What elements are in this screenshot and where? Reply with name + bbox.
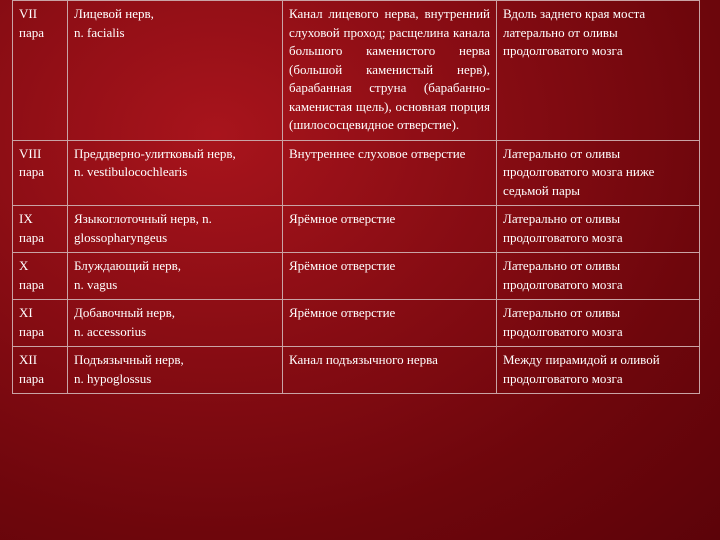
table-row xyxy=(13,1,700,141)
pair-number: X xyxy=(19,258,29,273)
nerve-name: Лицевой нерв, xyxy=(74,6,154,21)
pair-word: пара xyxy=(19,323,44,339)
pair-number-cell xyxy=(13,1,68,141)
pair-number: IX xyxy=(19,211,33,226)
exit-cell: Ярёмное отверстие xyxy=(283,300,497,347)
nerve-latin: n. facialis xyxy=(74,24,125,40)
table-row xyxy=(13,140,700,206)
nerve-name-cell xyxy=(68,253,283,300)
nerve-name-cell xyxy=(68,347,283,394)
pair-number-cell xyxy=(13,140,68,206)
table-row xyxy=(13,253,700,300)
location-cell: Между пирамидой и оливой продолговатого мозга xyxy=(497,347,700,394)
nerve-latin: n. vestibulocochlearis xyxy=(74,164,188,179)
nerve-name-cell xyxy=(68,300,283,347)
nerve-name-cell xyxy=(68,1,283,141)
pair-word: пара xyxy=(19,276,44,292)
pair-number: XII xyxy=(19,352,38,367)
pair-word: пара xyxy=(19,24,44,40)
pair-number-cell xyxy=(13,253,68,300)
location-cell: Вдоль заднего края моста латерально от оливы продолговатого мозга xyxy=(497,1,700,141)
exit-cell: Канал лицевого нерва, внутренний слуховой проход; расщелина канала большого каменистого нерва (большой каменистый нерв), барабанная струна (барабанно-каменистая щель), основная порция (шилососцевидное отверстие). xyxy=(283,1,497,141)
nerve-name: Подъязычный нерв, xyxy=(74,352,184,367)
table-row xyxy=(13,300,700,347)
nerve-name-cell xyxy=(68,206,283,253)
pair-number-cell xyxy=(13,300,68,347)
pair-number: VIII xyxy=(19,145,42,161)
location-cell: Латерально от оливы продолговатого мозга xyxy=(497,206,700,253)
pair-word: пара xyxy=(19,370,44,386)
table-row xyxy=(13,206,700,253)
location-cell: Латерально от оливы продолговатого мозга xyxy=(497,253,700,300)
nerve-latin: glossopharyngeus xyxy=(74,229,168,245)
pair-number-cell xyxy=(13,347,68,394)
nerve-name: Блуждающий нерв, xyxy=(74,258,181,273)
table-row xyxy=(13,347,700,394)
location-cell: Латерально от оливы продолговатого мозга xyxy=(497,300,700,347)
cranial-nerves-table xyxy=(12,0,700,394)
nerve-name: Добавочный нерв, xyxy=(74,305,176,320)
exit-cell: Ярёмное отверстие xyxy=(283,253,497,300)
nerve-latin: n. accessorius xyxy=(74,323,147,339)
nerve-name: Языкоглоточный нерв, n. xyxy=(74,211,212,226)
exit-cell: Внутреннее слуховое отверстие xyxy=(283,140,497,206)
pair-number-cell xyxy=(13,206,68,253)
location-cell: Латерально от оливы продолговатого мозга ниже седьмой пары xyxy=(497,140,700,206)
nerve-name-cell xyxy=(68,140,283,206)
nerve-latin: n. hypoglossus xyxy=(74,370,152,386)
exit-cell: Канал подъязычного нерва xyxy=(283,347,497,394)
pair-number: VII xyxy=(19,6,38,21)
pair-word: пара xyxy=(19,229,44,245)
exit-cell: Ярёмное отверстие xyxy=(283,206,497,253)
nerve-name: Преддверно-улитковый нерв, xyxy=(74,145,236,161)
nerve-latin: n. vagus xyxy=(74,276,118,292)
pair-word: пара xyxy=(19,164,44,179)
pair-number: XI xyxy=(19,305,33,320)
